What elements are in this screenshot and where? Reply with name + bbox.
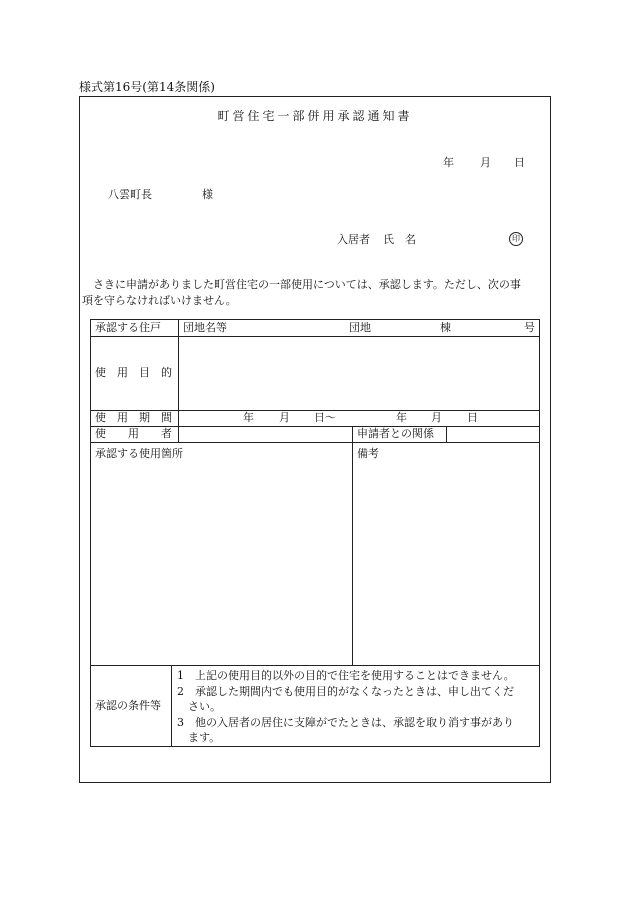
body-text-line-2: 項を守らなければいけません。	[82, 294, 237, 307]
date-year-label: 年	[443, 156, 454, 169]
estate-name-label: 団地名等	[183, 321, 227, 334]
condition-item-3: 3 他の入居者の居住に支障がでたときは、承認を取り消す事があり	[177, 716, 514, 729]
period-label: 使 用 期 間	[95, 411, 172, 424]
estate-suffix: 団地	[349, 321, 371, 334]
table-rule	[171, 665, 172, 747]
period-start-day: 日〜	[314, 411, 336, 424]
period-start-month: 月	[279, 411, 290, 424]
table-rule	[91, 442, 539, 443]
addressee-honorific: 様	[202, 188, 213, 201]
addressee-name: 八雲町長	[108, 188, 152, 201]
body-text-line-1: さきに申請がありました町営住宅の一部使用については、承認します。ただし、次の事	[93, 278, 521, 291]
condition-item-3-cont: ます。	[177, 731, 221, 744]
condition-item-1: 1 上記の使用目的以外の目的で住宅を使用することはできません。	[177, 669, 515, 682]
period-end-day: 日	[467, 411, 478, 424]
table-rule	[91, 336, 539, 337]
relation-to-applicant-label: 申請者との関係	[357, 427, 434, 440]
user-label: 使 用 者	[95, 427, 172, 440]
usage-location-label: 承認する使用箇所	[95, 447, 183, 460]
residence-label: 承認する住戸	[95, 321, 161, 334]
table-rule	[91, 665, 539, 666]
condition-item-2: 2 承認した期間内でも使用目的がなくなったときは、申し出てくだ	[177, 685, 514, 698]
purpose-label: 使 用 目 的	[95, 366, 172, 379]
condition-item-2-cont: さい。	[177, 700, 221, 713]
period-end-month: 月	[431, 411, 442, 424]
table-rule	[352, 426, 353, 665]
seal-mark-icon: 印	[509, 232, 523, 246]
date-day-label: 日	[514, 156, 525, 169]
table-rule	[178, 320, 179, 442]
resident-label: 入居者	[337, 233, 370, 246]
form-number-label: 様式第16号(第14条関係)	[79, 80, 215, 94]
unit-number-suffix: 号	[524, 321, 535, 334]
resident-name-label: 氏 名	[383, 233, 416, 246]
period-end-year: 年	[396, 411, 407, 424]
building-suffix: 棟	[440, 321, 451, 334]
notes-label: 備考	[357, 447, 379, 460]
conditions-label: 承認の条件等	[95, 699, 161, 712]
period-start-year: 年	[243, 411, 254, 424]
date-month-label: 月	[480, 156, 491, 169]
table-rule	[446, 426, 447, 442]
document-title: 町営住宅一部併用承認通知書	[217, 109, 413, 123]
